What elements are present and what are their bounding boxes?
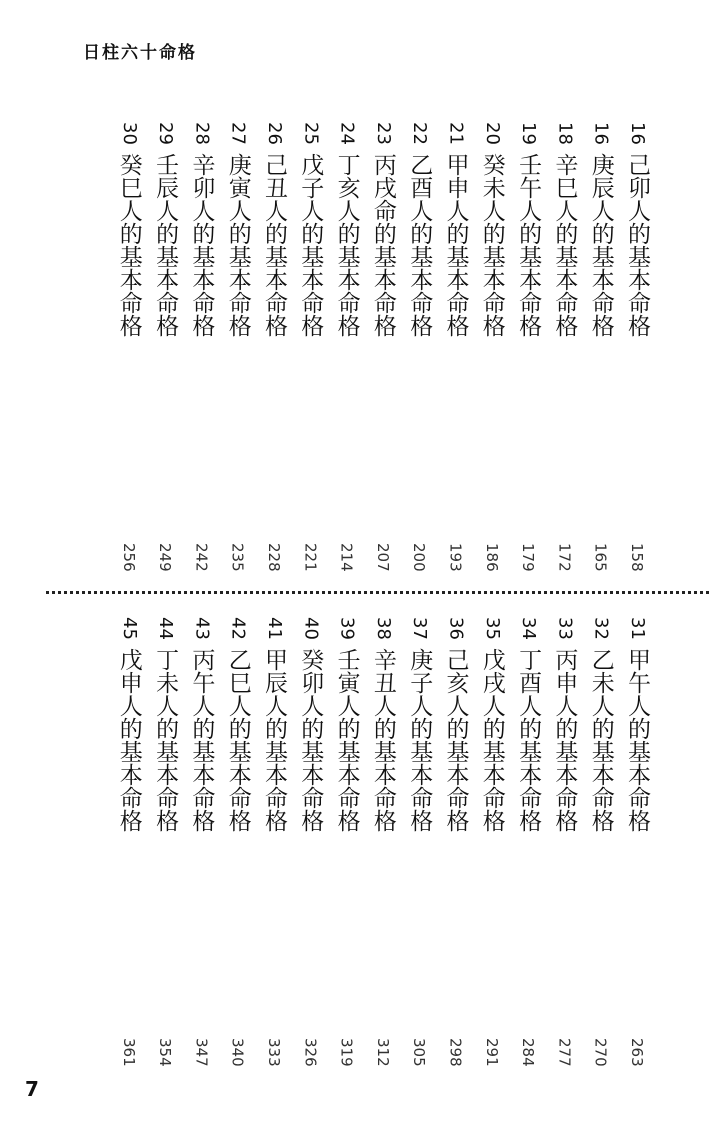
toc-entry-label xyxy=(257,617,291,832)
toc-entry-label xyxy=(547,122,581,337)
page-reference: 228 xyxy=(265,543,283,572)
page-reference: 312 xyxy=(373,1038,392,1067)
chapter-title: 甲申人的基本命格 xyxy=(442,152,469,337)
toc-entry-label xyxy=(511,122,545,337)
chapter-number: 22 xyxy=(409,122,431,145)
toc-section-top xyxy=(0,122,709,582)
chapter-title: 乙酉人的基本命格 xyxy=(406,152,433,337)
chapter-title: 辛卯人的基本命格 xyxy=(188,152,215,337)
page-reference: 165 xyxy=(591,543,610,572)
chapter-number: 34 xyxy=(518,617,540,640)
chapter-number: 37 xyxy=(409,617,431,640)
chapter-title: 丙戌命的基本命格 xyxy=(369,152,396,337)
chapter-number: 30 xyxy=(118,122,140,145)
chapter-title: 癸巳人的基本命格 xyxy=(115,152,142,337)
toc-entry-label xyxy=(475,617,509,832)
chapter-number: 19 xyxy=(518,122,540,145)
page-reference: 319 xyxy=(337,1038,356,1067)
toc-entry[interactable] xyxy=(293,617,327,1077)
chapter-number: 33 xyxy=(554,617,576,640)
toc-entry-label xyxy=(221,122,255,337)
toc-entry-label xyxy=(620,617,654,832)
chapter-title: 戊戌人的基本命格 xyxy=(478,647,505,832)
chapter-number: 20 xyxy=(481,122,503,145)
chapter-number: 44 xyxy=(155,617,177,640)
chapter-number: 29 xyxy=(155,122,177,145)
toc-entry[interactable] xyxy=(330,617,364,1077)
page-reference: 291 xyxy=(482,1038,501,1067)
toc-entry[interactable] xyxy=(148,122,182,582)
chapter-title: 辛丑人的基本命格 xyxy=(369,647,396,832)
toc-entry[interactable] xyxy=(439,617,473,1077)
chapter-number: 43 xyxy=(191,617,213,640)
chapter-number: 27 xyxy=(227,122,249,145)
toc-entry-label xyxy=(439,122,473,337)
chapter-title: 癸未人的基本命格 xyxy=(478,152,505,337)
page-reference: 298 xyxy=(446,1038,465,1067)
toc-entry-label xyxy=(148,122,182,337)
chapter-number: 41 xyxy=(264,617,285,640)
chapter-title: 壬寅人的基本命格 xyxy=(333,647,360,832)
chapter-title: 己亥人的基本命格 xyxy=(442,647,469,832)
toc-entry-label xyxy=(366,122,400,337)
toc-entry[interactable] xyxy=(439,122,473,582)
toc-entry-label xyxy=(402,617,436,832)
page-reference: 263 xyxy=(628,1038,646,1067)
page-reference: 361 xyxy=(119,1038,138,1067)
chapter-number: 21 xyxy=(445,122,467,145)
page-reference: 340 xyxy=(228,1038,247,1067)
toc-entry[interactable] xyxy=(511,122,545,582)
toc-section-bottom xyxy=(0,617,709,1077)
chapter-number: 32 xyxy=(590,617,612,640)
toc-entry-label xyxy=(584,617,618,832)
chapter-number: 31 xyxy=(627,617,648,640)
page-number: 7 xyxy=(25,1077,39,1101)
page-reference: 235 xyxy=(228,543,247,572)
toc-entry[interactable] xyxy=(366,122,400,582)
page-reference: 172 xyxy=(555,543,574,572)
toc-entry-label xyxy=(330,617,364,832)
toc-entry-label xyxy=(293,122,327,337)
toc-entry[interactable] xyxy=(366,617,400,1077)
toc-entry[interactable] xyxy=(293,122,327,582)
toc-entry[interactable] xyxy=(148,617,182,1077)
chapter-title: 乙巳人的基本命格 xyxy=(224,647,251,832)
chapter-number: 35 xyxy=(481,617,503,640)
page-reference: 242 xyxy=(192,543,211,572)
page-reference: 207 xyxy=(373,543,392,572)
toc-entry-label xyxy=(184,122,218,337)
chapter-number: 16 xyxy=(590,122,612,145)
chapter-number: 45 xyxy=(118,617,140,640)
toc-entry[interactable] xyxy=(511,617,545,1077)
toc-entry-label xyxy=(184,617,218,832)
chapter-title: 癸卯人的基本命格 xyxy=(297,647,324,832)
chapter-number: 24 xyxy=(336,122,358,145)
chapter-title: 丁亥人的基本命格 xyxy=(333,152,360,337)
toc-entry-label xyxy=(148,617,182,832)
page-reference: 284 xyxy=(519,1038,538,1067)
toc-entry[interactable] xyxy=(475,122,509,582)
toc-entry-label xyxy=(511,617,545,832)
chapter-title: 甲辰人的基本命格 xyxy=(261,647,287,832)
toc-entry-label xyxy=(439,617,473,832)
toc-entry[interactable] xyxy=(584,617,618,1077)
toc-entry[interactable] xyxy=(221,122,255,582)
toc-entry[interactable] xyxy=(112,617,146,1077)
toc-entry-label xyxy=(112,122,146,337)
page-reference: 354 xyxy=(156,1038,175,1067)
page-reference: 326 xyxy=(301,1038,320,1067)
page-reference: 249 xyxy=(156,543,175,572)
page-reference: 200 xyxy=(410,543,429,572)
page-reference: 256 xyxy=(119,543,138,572)
toc-entry[interactable] xyxy=(584,122,618,582)
toc-entry-label xyxy=(620,122,654,337)
toc-entry[interactable] xyxy=(257,617,291,1077)
toc-entry[interactable] xyxy=(257,122,291,582)
toc-entry[interactable] xyxy=(330,122,364,582)
chapter-title: 丁酉人的基本命格 xyxy=(515,647,542,832)
chapter-title: 庚辰人的基本命格 xyxy=(587,152,614,337)
page-reference: 221 xyxy=(301,543,320,572)
toc-entry[interactable] xyxy=(184,122,218,582)
chapter-title: 丙午人的基本命格 xyxy=(188,647,215,832)
toc-entry-label xyxy=(584,122,618,337)
toc-entry-label xyxy=(112,617,146,832)
toc-entry[interactable] xyxy=(620,617,654,1077)
chapter-number: 38 xyxy=(372,617,394,640)
chapter-title: 己卯人的基本命格 xyxy=(624,152,650,337)
toc-entry[interactable] xyxy=(112,122,146,582)
chapter-title: 丁未人的基本命格 xyxy=(152,647,179,832)
chapter-title: 壬辰人的基本命格 xyxy=(152,152,179,337)
page-reference: 214 xyxy=(337,543,356,572)
chapter-title: 乙未人的基本命格 xyxy=(587,647,614,832)
toc-entry[interactable] xyxy=(221,617,255,1077)
toc-entry[interactable] xyxy=(620,122,654,582)
chapter-title: 庚子人的基本命格 xyxy=(406,647,433,832)
toc-entry-label xyxy=(402,122,436,337)
toc-entry[interactable] xyxy=(547,122,581,582)
toc-entry-label xyxy=(221,617,255,832)
toc-entry[interactable] xyxy=(402,617,436,1077)
page-reference: 277 xyxy=(555,1038,574,1067)
chapter-title: 戊子人的基本命格 xyxy=(297,152,324,337)
dotted-divider xyxy=(46,591,709,594)
toc-entry-label xyxy=(475,122,509,337)
page-reference: 186 xyxy=(482,543,501,572)
chapter-number: 40 xyxy=(300,617,322,640)
toc-entry-label xyxy=(547,617,581,832)
chapter-title: 戊申人的基本命格 xyxy=(115,647,142,832)
chapter-title: 庚寅人的基本命格 xyxy=(224,152,251,337)
toc-entry-label xyxy=(366,617,400,832)
page-reference: 179 xyxy=(519,543,538,572)
toc-entry-label xyxy=(257,122,291,337)
page-reference: 305 xyxy=(410,1038,429,1067)
chapter-title: 壬午人的基本命格 xyxy=(515,152,542,337)
chapter-title: 己丑人的基本命格 xyxy=(261,152,287,337)
chapter-title: 丙申人的基本命格 xyxy=(551,647,578,832)
toc-entry-label xyxy=(330,122,364,337)
chapter-number: 26 xyxy=(264,122,285,145)
running-header: 日柱六十命格 xyxy=(83,43,197,63)
page-reference: 270 xyxy=(591,1038,610,1067)
chapter-number: 23 xyxy=(372,122,394,145)
page-reference: 347 xyxy=(192,1038,211,1067)
chapter-number: 39 xyxy=(336,617,358,640)
toc-entry[interactable] xyxy=(184,617,218,1077)
toc-entry[interactable] xyxy=(547,617,581,1077)
chapter-number: 42 xyxy=(227,617,249,640)
toc-entry[interactable] xyxy=(402,122,436,582)
page-reference: 193 xyxy=(446,543,465,572)
chapter-number: 18 xyxy=(554,122,576,145)
chapter-number: 16 xyxy=(627,122,648,145)
chapter-title: 辛巳人的基本命格 xyxy=(551,152,578,337)
page-reference: 333 xyxy=(265,1038,283,1067)
chapter-number: 28 xyxy=(191,122,213,145)
chapter-number: 36 xyxy=(445,617,467,640)
toc-entry-label xyxy=(293,617,327,832)
chapter-title: 甲午人的基本命格 xyxy=(624,647,650,832)
page-reference: 158 xyxy=(628,543,646,572)
toc-entry[interactable] xyxy=(475,617,509,1077)
chapter-number: 25 xyxy=(300,122,322,145)
